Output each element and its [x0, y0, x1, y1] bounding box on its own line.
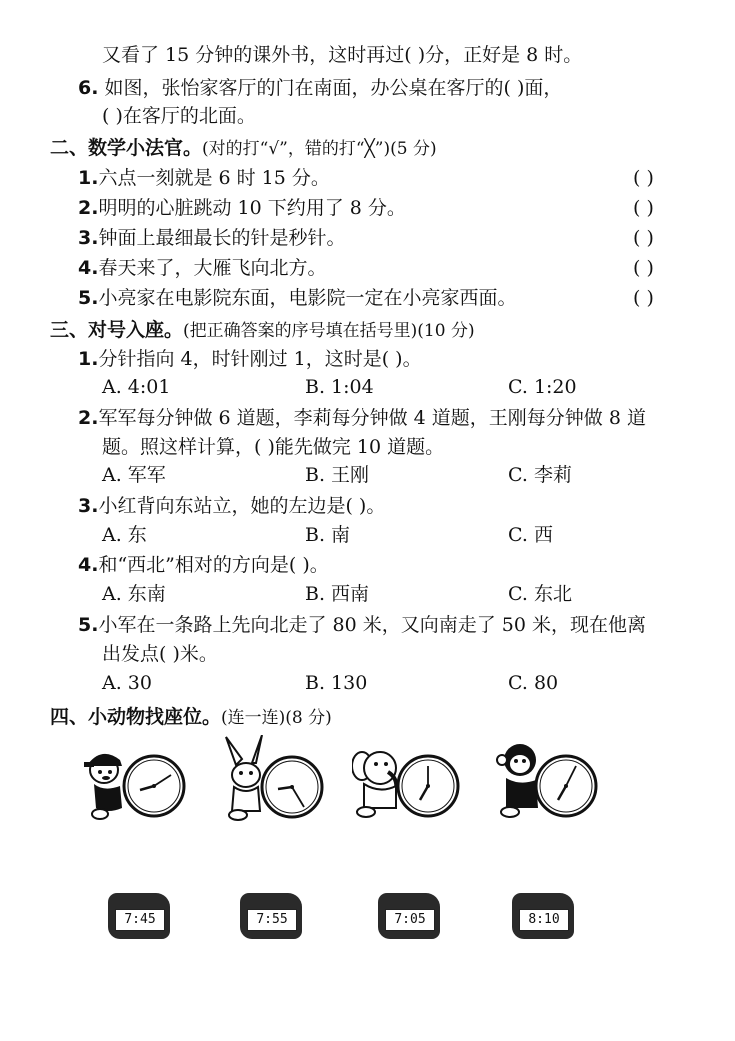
item-text: 春天来了，大雁飞向北方。 — [98, 257, 327, 279]
animal-clock-3[interactable] — [352, 742, 464, 826]
section3-heading — [50, 318, 475, 343]
q6-number: 6. — [78, 77, 99, 99]
question-text-line2: 出发点( )米。 — [102, 643, 218, 665]
choice-question-4 — [78, 553, 329, 577]
monkey-with-clock-icon — [496, 738, 606, 822]
time-tag-1[interactable] — [108, 893, 170, 939]
section4-note: (连一连)(8 分) — [221, 708, 332, 728]
section2-note: (对的打“√”，错的打“╳”)(5 分) — [202, 139, 437, 159]
judge-item — [78, 256, 326, 280]
judge-item — [78, 286, 516, 310]
option-c[interactable]: C. 西 — [508, 524, 553, 546]
question-text: 分针指向 4，时针刚过 1，这时是( )。 — [98, 348, 422, 370]
option-a[interactable]: A. 30 — [102, 672, 152, 694]
option-a[interactable]: A. 东 — [102, 524, 147, 546]
section4-heading — [50, 705, 332, 730]
judge-item — [78, 226, 345, 250]
q6-text: 如图，张怡家客厅的门在南面，办公桌在客厅的( )面， — [104, 77, 563, 99]
section3-title: 三、对号入座。 — [50, 319, 184, 341]
question-text: 和“西北”相对的方向是( )。 — [98, 554, 329, 576]
answer-parentheses[interactable]: ( ) — [633, 257, 654, 279]
time-tag-2[interactable] — [240, 893, 302, 939]
question-text: 小红背向东站立，她的左边是( )。 — [98, 495, 386, 517]
time-tag-4[interactable] — [512, 893, 574, 939]
option-a[interactable]: A. 4:01 — [102, 376, 171, 398]
question-number: 4. — [78, 554, 99, 576]
judge-item — [78, 196, 406, 220]
animal-clock-4[interactable] — [496, 738, 606, 826]
time-tag-label: 8:10 — [519, 909, 569, 931]
option-c[interactable]: C. 李莉 — [508, 464, 572, 486]
item-number: 4. — [78, 257, 99, 279]
choice-question-5 — [78, 613, 646, 637]
item-text: 六点一刻就是 6 时 15 分。 — [98, 167, 330, 189]
item-text: 小亮家在电影院东面，电影院一定在小亮家西面。 — [98, 287, 517, 309]
option-a[interactable]: A. 军军 — [102, 464, 166, 486]
rabbit-with-clock-icon — [222, 735, 332, 823]
item-text: 明明的心脏跳动 10 下约用了 8 分。 — [98, 197, 406, 219]
question-number: 5. — [78, 614, 99, 636]
answer-parentheses[interactable]: ( ) — [633, 197, 654, 219]
question-number: 3. — [78, 495, 99, 517]
answer-parentheses[interactable]: ( ) — [633, 227, 654, 249]
item-number: 3. — [78, 227, 99, 249]
question-number: 1. — [78, 348, 99, 370]
option-b[interactable]: B. 王刚 — [305, 464, 370, 486]
option-c[interactable]: C. 东北 — [508, 583, 572, 605]
time-tag-label: 7:45 — [115, 909, 165, 931]
time-tag-label: 7:55 — [247, 909, 297, 931]
section2-heading — [50, 136, 437, 161]
option-b[interactable]: B. 1:04 — [305, 376, 374, 398]
option-b[interactable]: B. 南 — [305, 524, 351, 546]
answer-parentheses[interactable]: ( ) — [633, 287, 654, 309]
option-b[interactable]: B. 130 — [305, 672, 368, 694]
answer-parentheses[interactable]: ( ) — [633, 167, 654, 189]
option-c[interactable]: C. 1:20 — [508, 376, 577, 398]
option-c[interactable]: C. 80 — [508, 672, 559, 694]
animal-clock-2[interactable] — [222, 735, 332, 827]
judge-item — [78, 166, 330, 190]
option-b[interactable]: B. 西南 — [305, 583, 370, 605]
q6-line2: ( )在客厅的北面。 — [102, 105, 256, 127]
item-text: 钟面上最细最长的针是秒针。 — [98, 227, 346, 249]
option-a[interactable]: A. 东南 — [102, 583, 166, 605]
q6-line1 — [78, 76, 562, 100]
time-tag-3[interactable] — [378, 893, 440, 939]
item-number: 2. — [78, 197, 99, 219]
question-text: 军军每分钟做 6 道题，李莉每分钟做 4 道题，王刚每分钟做 8 道 — [98, 407, 646, 429]
choice-question-1 — [78, 347, 422, 371]
choice-question-2 — [78, 406, 646, 430]
section2-title: 二、数学小法官。 — [50, 137, 203, 159]
item-number: 5. — [78, 287, 99, 309]
choice-question-3 — [78, 494, 385, 518]
q5-continuation-line: 又看了 15 分钟的课外书，这时再过( )分，正好是 8 时。 — [102, 44, 583, 66]
item-number: 1. — [78, 167, 99, 189]
animal-clock-1[interactable] — [82, 742, 192, 826]
elephant-with-clock-icon — [352, 742, 464, 822]
section3-note: (把正确答案的序号填在括号里)(10 分) — [183, 321, 475, 341]
section4-title: 四、小动物找座位。 — [50, 706, 222, 728]
time-tag-label: 7:05 — [385, 909, 435, 931]
puppy-with-clock-icon — [82, 742, 192, 822]
question-text: 小军在一条路上先向北走了 80 米，又向南走了 50 米，现在他离 — [98, 614, 646, 636]
question-text-line2: 题。照这样计算，( )能先做完 10 道题。 — [102, 436, 445, 458]
question-number: 2. — [78, 407, 99, 429]
